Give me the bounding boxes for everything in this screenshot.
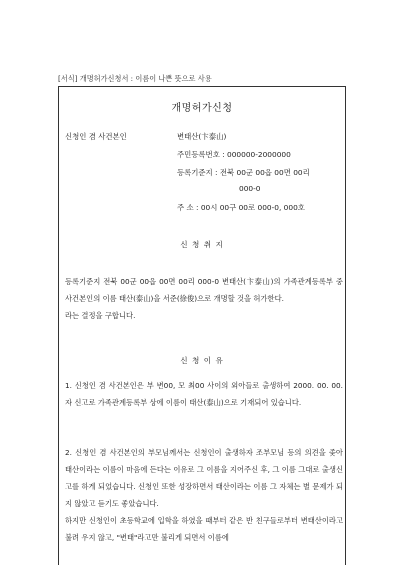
purpose-text: 등록기준지 전북 00군 00읍 00면 00리 000-0 변태산(卞泰山)의 가족관계등록부 중 사건본인의 이름 태산(泰山)을 서준(徐俊)으로 개명할 것을 허가한다. <box>65 277 343 303</box>
document-title: 개명허가신청 <box>171 103 233 114</box>
reason-paragraph-1: 1. 신청인 겸 사건본인은 부 변00, 모 최00 사이의 외아들로 출생하여 2000. 00. 00.자 신고로 가족관계등록부 상에 이름이 태산(泰山)으로 기재되어 있습니다. <box>65 381 343 407</box>
form-label: [서식] 개명허가신청서 : 이름이 나쁜 뜻으로 사용 <box>58 74 212 83</box>
reason-paragraph-3: 하지만 신청인이 초등학교에 입학을 하였을 때부터 같은 반 친구들로부터 변태산이라고 불려 우지 않고, "변태"라고만 불리게 되면서 이름에 <box>65 516 343 542</box>
applicant-label: 신청인 겸 사건본인 <box>65 132 127 141</box>
document-frame <box>58 86 346 565</box>
reason-heading: 신 청 이 유 <box>180 356 224 365</box>
registration-base: 등록기준지 : 전북 00군 00읍 00면 00리 <box>177 168 310 177</box>
applicant-name: 변태산(卞泰山) <box>177 132 227 141</box>
reason-paragraph-2: 2. 신청인 겸 사건본인의 부모님께서는 신청인이 출생하자 조부모님 등의 의견을 좇아 태산이라는 이름이 마음에 든다는 이유로 그 이름을 지어주신 후, 그 이름 그대로 출생신고를 하게 되었습니다. 신청인 또한 성장하면서 태산이라는 이름 그 자체는 별 문제가 되지 않았고 듣기도 좋았습니다. <box>65 448 343 508</box>
registration-base-continued: 000-0 <box>239 184 261 193</box>
address: 주 소 : 00시 00구 00로 000-0, 000호 <box>177 203 305 212</box>
purpose-heading: 신 청 취 지 <box>180 240 224 249</box>
resident-number: 주민등록번호 : 000000-2000000 <box>177 150 291 159</box>
conclusion-text: 라는 결정을 구합니다. <box>65 311 136 320</box>
